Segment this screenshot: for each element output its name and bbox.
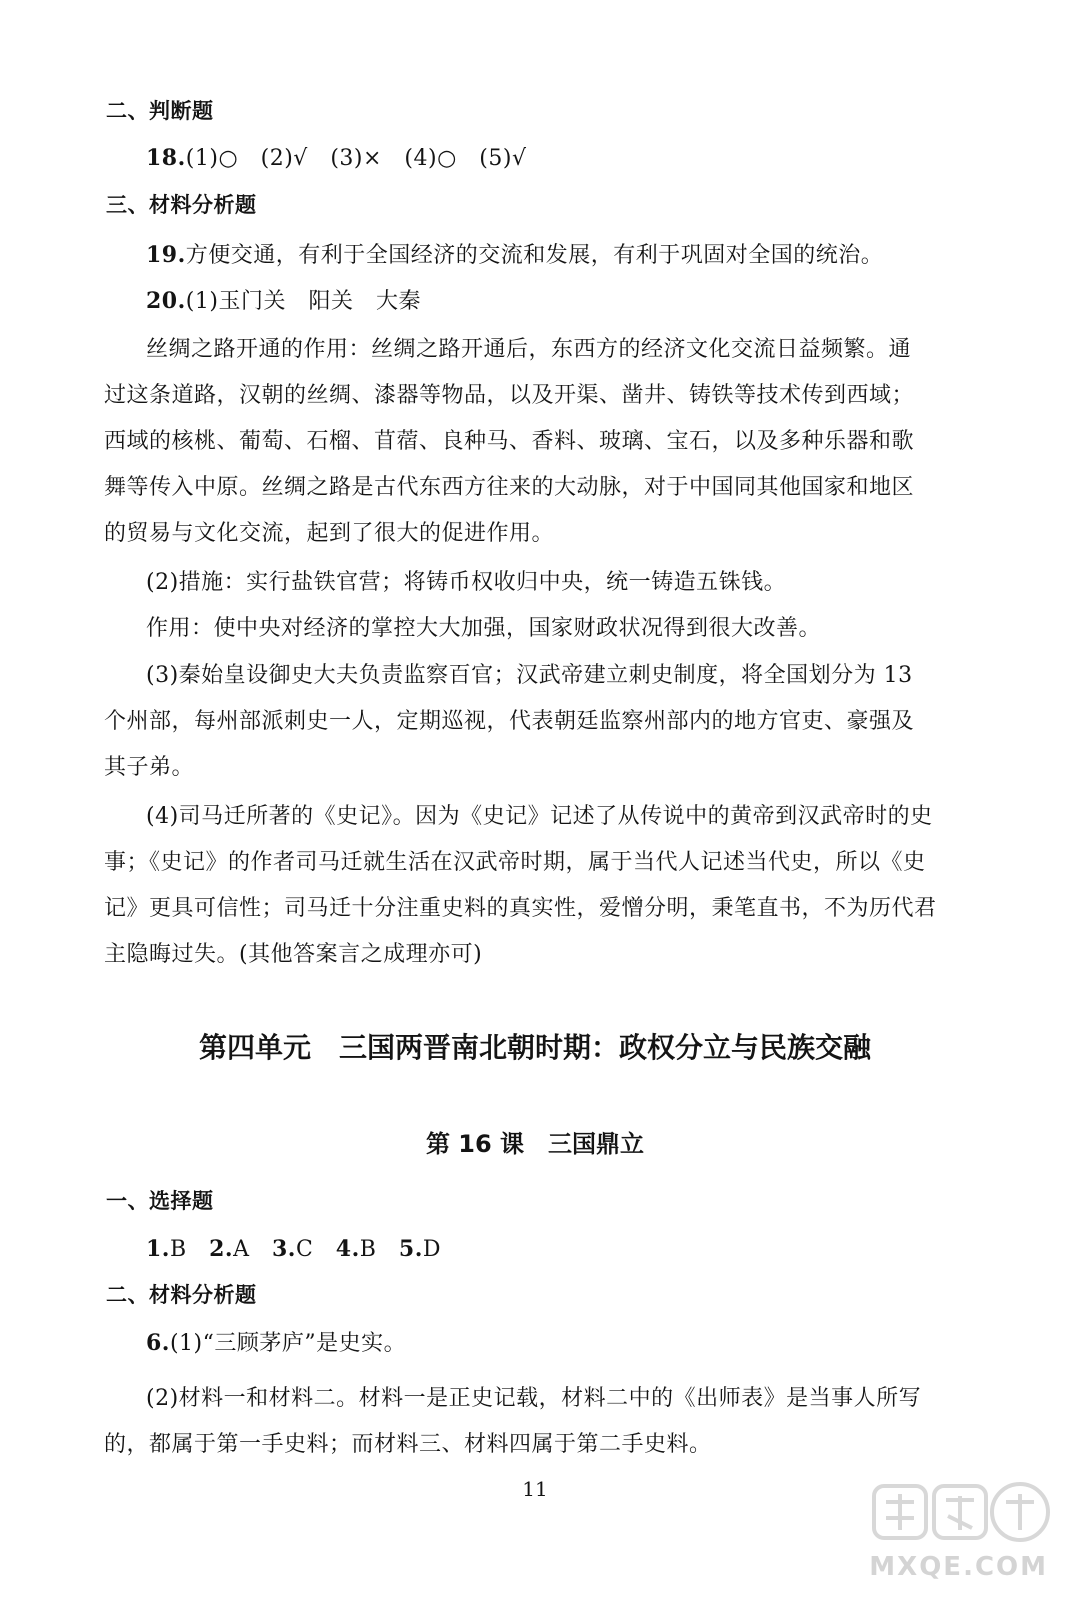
answer-q20-part2-effect: 作用：使中央对经济的掌控大大加强，国家财政状况得到很大改善。	[146, 616, 822, 641]
page-number: 11	[522, 1477, 548, 1501]
answer-q18	[146, 143, 526, 174]
lesson-title: 第 16 课 三国鼎立	[425, 1130, 645, 1158]
unit-title: 第四单元 三国两晋南北朝时期：政权分立与民族交融	[198, 1031, 871, 1064]
question-number: 19.	[146, 242, 186, 268]
question-number: 6.	[146, 1330, 170, 1356]
choice-answer: 2.A	[209, 1236, 250, 1262]
section-heading-multiple-choice: 一、选择题	[106, 1189, 214, 1213]
answer-q20-part1	[146, 286, 421, 317]
answer-text: (1)“三顾茅庐”是史实。	[169, 1331, 407, 1356]
paragraph-line: 的贸易与文化交流，起到了很大的促进作用。	[104, 521, 555, 546]
paragraph-line: 个州部，每州部派刺史一人，定期巡视，代表朝廷监察州部内的地方官吏、豪强及	[104, 709, 915, 734]
paragraph-line: 事；《史记》的作者司马迁就生活在汉武帝时期，属于当代人记述当代史，所以《史	[104, 850, 926, 875]
paragraph-line: 主隐晦过失。(其他答案言之成理亦可)	[104, 942, 483, 967]
choice-answer: 4.B	[335, 1236, 377, 1262]
answer-text: 方便交通，有利于全国经济的交流和发展，有利于巩固对全国的统治。	[185, 243, 884, 268]
answer-q19	[146, 240, 883, 271]
paragraph-line: 其子弟。	[104, 755, 195, 780]
answer-text: (1)○ (2)√ (3)× (4)○ (5)√	[185, 146, 527, 171]
section-heading-judgement: 二、判断题	[106, 99, 214, 123]
paragraph-line: 过这条道路，汉朝的丝绸、漆器等物品，以及开渠、凿井、铸铁等技术传到西域；	[104, 383, 915, 408]
watermark-text: MXQE.COM	[869, 1552, 1048, 1582]
choice-answer: 1.B	[146, 1236, 187, 1262]
answer-text: (1)玉门关 阳关 大秦	[185, 289, 421, 314]
section-heading-material-analysis-2: 二、材料分析题	[106, 1283, 257, 1307]
paragraph-line: 西域的核桃、葡萄、石榴、苜蓿、良种马、香料、玻璃、宝石，以及多种乐器和歌	[104, 429, 915, 454]
choice-answer: 3.C	[271, 1236, 314, 1262]
paragraph-line: 记》更具可信性；司马迁十分注重史料的真实性，爱憎分明，秉笔直书，不为历代君	[104, 896, 937, 921]
section-heading-material-analysis: 三、材料分析题	[106, 193, 257, 217]
answer-q20-part2-measure: (2)措施：实行盐铁官营；将铸币权收归中央，统一铸造五铢钱。	[146, 570, 787, 595]
question-number: 20.	[146, 288, 186, 314]
paragraph-line: (3)秦始皇设御史大夫负责监察百官；汉武帝建立刺史制度，将全国划分为 13	[146, 663, 913, 688]
paragraph-line: 丝绸之路开通的作用：丝绸之路开通后，东西方的经济文化交流日益频繁。通	[146, 337, 912, 362]
paragraph-line: (2)材料一和材料二。材料一是正史记载，材料二中的《出师表》是当事人所写	[146, 1386, 922, 1411]
paragraph-line: (4)司马迁所著的《史记》。因为《史记》记述了从传说中的黄帝到汉武帝时的史	[146, 804, 933, 829]
choice-answers	[146, 1234, 441, 1265]
paragraph-line: 舞等传入中原。丝绸之路是古代东西方往来的大动脉，对于中国同其他国家和地区	[104, 475, 915, 500]
question-number: 18.	[146, 145, 186, 171]
paragraph-line: 的，都属于第一手史料；而材料三、材料四属于第二手史料。	[104, 1432, 712, 1457]
choice-answer: 5.D	[398, 1236, 441, 1262]
answer-q6-part1	[146, 1328, 406, 1359]
